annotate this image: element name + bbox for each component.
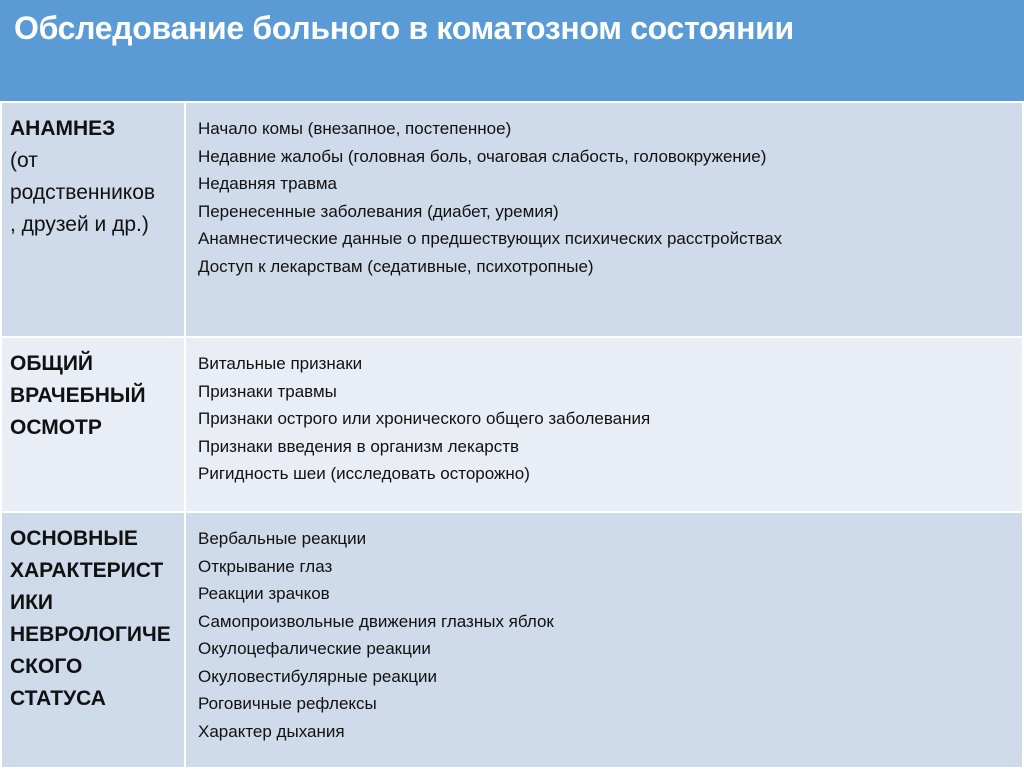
category-label: ХАРАКТЕРИСТ <box>10 559 164 582</box>
category-label: ИКИ <box>10 591 54 614</box>
category-sub-label: , друзей и др.) <box>10 213 149 236</box>
list-item: Доступ к лекарствам (седативные, психотропные) <box>198 256 594 276</box>
category-sub-label: родственников <box>10 181 156 204</box>
category-cell-general-exam <box>1 337 185 512</box>
items-cell-neuro-status <box>185 512 1023 768</box>
category-label: ОБЩИЙ <box>10 352 94 375</box>
category-cell-anamnesis <box>1 102 185 337</box>
list-item: Признаки острого или хронического общего заболевания <box>198 409 651 428</box>
list-item: Недавняя травма <box>198 174 337 193</box>
list-item: Витальные признаки <box>198 354 363 373</box>
examination-table <box>0 101 1024 769</box>
category-label: СКОГО <box>10 655 83 678</box>
category-label: АНАМНЕЗ <box>10 117 116 140</box>
list-item: Недавние жалобы (головная боль, очаговая слабость, головокружение) <box>198 146 767 166</box>
category-cell-neuro-status <box>1 512 185 768</box>
category-label: ОСНОВНЫЕ <box>10 527 138 550</box>
list-item: Окуловестибулярные реакции <box>198 666 438 686</box>
items-cell-anamnesis <box>185 102 1023 337</box>
list-item: Вербальные реакции <box>198 529 367 548</box>
table-row-general-exam <box>1 337 1023 512</box>
category-label: ОСМОТР <box>10 416 102 439</box>
slide-title: Обследование больного в коматозном состоянии <box>14 10 794 46</box>
category-sub-label: (от <box>10 149 38 172</box>
list-item: Перенесенные заболевания (диабет, уремия) <box>198 201 559 221</box>
category-label: СТАТУСА <box>10 687 106 710</box>
list-item: Анамнестические данные о предшествующих психических расстройствах <box>198 229 783 248</box>
list-item: Самопроизвольные движения глазных яблок <box>198 611 554 631</box>
list-item: Ригидность шеи (исследовать осторожно) <box>198 464 530 483</box>
list-item: Окулоцефалические реакции <box>198 639 431 658</box>
table-row-neuro-status <box>1 512 1023 768</box>
list-item: Признаки введения в организм лекарств <box>198 436 520 456</box>
list-item: Роговичные рефлексы <box>198 694 377 713</box>
items-cell-general-exam <box>185 337 1023 512</box>
list-item: Открывание глаз <box>198 556 333 576</box>
list-item: Признаки травмы <box>198 381 337 401</box>
title-bar <box>0 0 1024 101</box>
list-item: Реакции зрачков <box>198 584 330 603</box>
category-label: ВРАЧЕБНЫЙ <box>10 384 146 407</box>
category-label: НЕВРОЛОГИЧЕ <box>10 623 171 646</box>
list-item: Начало комы (внезапное, постепенное) <box>198 119 512 138</box>
list-item: Характер дыхания <box>198 721 345 741</box>
table-row-anamnesis <box>1 102 1023 337</box>
